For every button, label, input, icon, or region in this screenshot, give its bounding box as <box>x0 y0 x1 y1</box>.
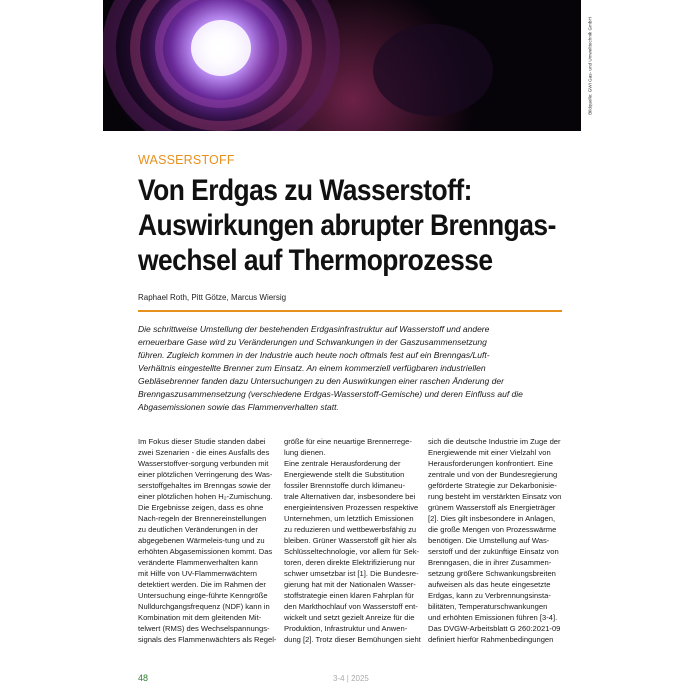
body-line: erhöhten Abgasemissionen kommt. Das <box>138 547 273 556</box>
body-line: dung [2]. Trotz dieser Bemühungen sieht <box>284 635 421 644</box>
body-line: veränderte Flammenverhalten kann <box>138 558 258 567</box>
body-line: sich die deutsche Industrie im Zuge der <box>428 437 561 446</box>
hero-image <box>103 0 581 131</box>
abstract <box>138 323 568 414</box>
body-line: signals des Flammenwächters als Regel- <box>138 635 277 644</box>
article-title <box>138 173 556 278</box>
body-line: telwert (RMS) des Wechselspannungs- <box>138 624 270 633</box>
body-line: zu deutlichen Veränderungen in der <box>138 525 258 534</box>
body-line: einer plötzlichen Verringerung des Was- <box>138 470 273 479</box>
body-line: abgegebenen Wärmeleis-tung und zu <box>138 536 265 545</box>
body-line: die große Mengen von Prozesswärme <box>428 525 557 534</box>
body-line: Kombination mit dem gleitenden Mit- <box>138 613 262 622</box>
body-line: wickelt und setzt gezielt Anreize für die <box>284 613 415 622</box>
body-line: Nulldurchgangsfrequenz (NDF) kann in <box>138 602 270 611</box>
body-line: Wasserstoffver-sorgung verbunden mit <box>138 459 269 468</box>
body-column-3 <box>428 436 564 645</box>
body-line: gierung hat mit der Nationalen Wasser- <box>284 580 416 589</box>
body-line: mit Hilfe von UV-Flammenwächtern <box>138 569 258 578</box>
section-label: WASSERSTOFF <box>138 153 235 167</box>
body-line: rung besteht im verstärkten Einsatz von <box>428 492 562 501</box>
body-line: größe für eine neuartige Brennerrege- <box>284 437 412 446</box>
body-line: und erhöhten Emissionen führen [3-4]. <box>428 613 558 622</box>
abstract-line: Gebläsebrenner fanden dazu Untersuchungen zu den Auswirkungen einer raschen Änderung der <box>138 376 504 386</box>
body-line: bilitäten, Temperaturschwankungen <box>428 602 548 611</box>
title-line: Auswirkungen abrupter Brenngas- <box>138 209 556 242</box>
body-line: Produktion, Infrastruktur und Anwen- <box>284 624 408 633</box>
body-line: setzung größere Schwankungsbreiten <box>428 569 556 578</box>
image-credit-text: Bildquelle: GWI Gas- und Umwelttechnik GmbH <box>587 17 593 115</box>
body-line: Energiewende mit einer Vielzahl von <box>428 448 551 457</box>
body-line: toren, deren direkte Elektrifizierung nur <box>284 558 415 567</box>
body-line: fossiler Brennstoffe durch klimaneu- <box>284 481 405 490</box>
body-line: grünem Wasserstoff als Energieträger <box>428 503 556 512</box>
body-line: einer plötzlichen hohen H₂-Zumischung. <box>138 492 273 501</box>
body-line: Energiewende stellt die Substitution <box>284 470 405 479</box>
flame-tube-photo <box>103 0 581 131</box>
body-line: Nach-regeln der Brennereinstellungen <box>138 514 267 523</box>
body-line: Schlüsseltechnologie, vor allem für Sek- <box>284 547 420 556</box>
body-line: benötigen. Die Umstellung auf Was- <box>428 536 550 545</box>
body-line: aufweisen als das heute eingesetzte <box>428 580 551 589</box>
authors: Raphael Roth, Pitt Götze, Marcus Wiersig <box>138 293 287 302</box>
abstract-line: führen. Zugleich kommen in der Industrie auch heute noch oftmals fest auf ein Brenngas/Luft- <box>138 350 490 360</box>
title-line: wechsel auf Thermoprozesse <box>138 244 493 277</box>
body-line: Das DVGW-Arbeitsblatt G 260:2021-09 <box>428 624 561 633</box>
body-line: Erdgas, kann zu Verbrennungsinsta- <box>428 591 551 600</box>
body-column-1 <box>138 436 277 645</box>
body-line: den Markthochlauf von Wasserstoff ent- <box>284 602 418 611</box>
issue-label: 3-4 | 2025 <box>333 674 369 683</box>
body-line: detektiert werden. Die im Rahmen der <box>138 580 266 589</box>
body-line: Eine zentrale Herausforderung der <box>284 459 401 468</box>
abstract-line: Die schrittweise Umstellung der bestehenden Erdgasinfrastruktur auf Wasserstoff und andere <box>138 324 490 334</box>
body-line: Untersuchung einge-führte Kenngröße <box>138 591 268 600</box>
body-column-2 <box>284 436 419 645</box>
body-line: serstoffgehaltes im Brenngas sowie der <box>138 481 271 490</box>
body-line: serstoff und der zukünftige Einsatz von <box>428 547 559 556</box>
body-line: zwei Szenarien - die eines Ausfalls des <box>138 448 270 457</box>
title-line: Von Erdgas zu Wasserstoff: <box>138 174 472 207</box>
body-line: Herausforderungen konfrontiert. Eine <box>428 459 553 468</box>
body-line: [2]. Dies gilt insbesondere in Anlagen, <box>428 514 556 523</box>
body-line: geförderte Strategie zur Dekarbonisie- <box>428 481 557 490</box>
page-number: 48 <box>138 673 149 683</box>
body-line: zentrale und von der Bundesregierung <box>428 470 558 479</box>
body-line: bleiben. Grüner Wasserstoff gilt hier als <box>284 536 417 545</box>
divider <box>138 310 562 312</box>
body-line: definiert hierfür Rahmenbedingungen <box>428 635 554 644</box>
body-line: Die Ergebnisse zeigen, dass es ohne <box>138 503 264 512</box>
body-line: stoffstrategie einen klaren Fahrplan für <box>284 591 414 600</box>
body-line: Brenngasen, die in ihrer Zusammen- <box>428 558 552 567</box>
body-line: Unternehmen, um letztlich Emissionen <box>284 514 414 523</box>
abstract-line: Abgasemissionen sowie das Flammenverhalten statt. <box>138 402 339 412</box>
body-line: schwer umsetzbar ist [1]. Die Bundesre- <box>284 569 419 578</box>
body-line: lung dienen. <box>284 448 326 457</box>
body-line: trale Alternativen dar, insbesondere bei <box>284 492 416 501</box>
body-line: Im Fokus dieser Studie standen dabei <box>138 437 266 446</box>
abstract-line: Brenngaszusammensetzung (verschiedene Erdgas-Wasserstoff-Gemische) und deren Einfluss auf die <box>138 389 523 399</box>
image-credit <box>582 0 598 131</box>
abstract-line: Verhältnis eingestellte Brenner zum Einsatz. An einem kommerziell verfügbaren industriellen <box>138 363 486 373</box>
body-line: energieintensiven Prozessen respektive <box>284 503 419 512</box>
abstract-line: erneuerbare Gase wird zu Veränderungen und Schwankungen in der Gaszusammensetzung <box>138 337 487 347</box>
body-line: zu reduzieren und wettbewerbsfähig zu <box>284 525 417 534</box>
